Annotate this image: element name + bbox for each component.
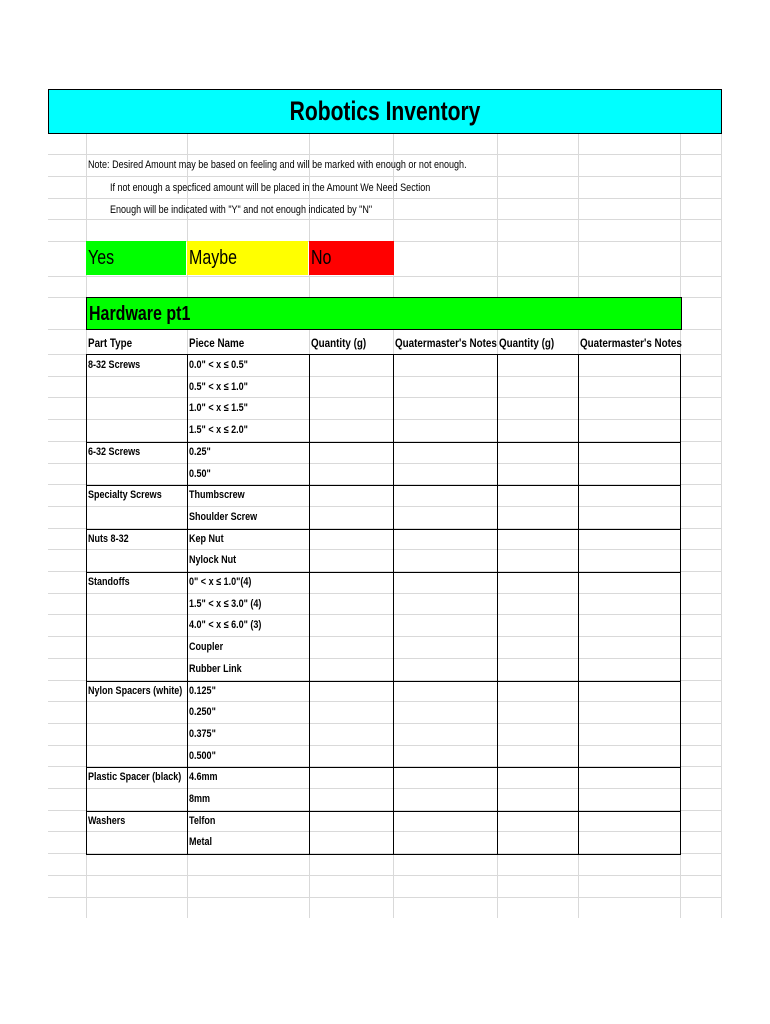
gridline [48, 593, 722, 594]
table-border [497, 354, 498, 854]
col-header-quantity-1: Quantity (g) [311, 336, 367, 350]
piece-name-cell: Kep Nut [189, 532, 224, 545]
piece-name-cell: Nylock Nut [189, 554, 237, 567]
gridline [48, 614, 722, 615]
gridline [48, 549, 722, 550]
piece-name-cell: Metal [189, 836, 213, 849]
gridline [48, 419, 722, 420]
piece-name-cell: 0.0" < x ≤ 0.5" [189, 359, 248, 371]
gridline [48, 198, 722, 199]
table-border [86, 811, 681, 812]
gridline [48, 397, 722, 398]
piece-name-cell: Thumbscrew [189, 489, 245, 502]
piece-name-cell: 0.375" [189, 727, 216, 740]
gridline [48, 154, 722, 155]
gridline [48, 506, 722, 507]
piece-name-cell: 0.125" [189, 684, 216, 697]
col-header-quantity-2: Quantity (g) [499, 336, 555, 350]
table-border [86, 442, 681, 443]
legend-yes [86, 241, 186, 275]
legend-maybe-label: Maybe [189, 247, 238, 269]
gridline [721, 89, 722, 918]
piece-name-cell: Telfon [189, 814, 216, 827]
piece-name-cell: 1.5" < x ≤ 2.0" [189, 424, 248, 437]
piece-name-cell: 0.25" [189, 445, 211, 458]
note-line-1: Note: Desired Amount may be based on feeling and will be marked with enough or not enough. [88, 159, 467, 171]
table-border [86, 529, 681, 530]
part-type-cell: Nylon Spacers (white) [88, 684, 183, 697]
col-header-notes-2: Quatermaster's Notes [580, 336, 682, 350]
legend-yes-label: Yes [88, 247, 115, 269]
table-border [187, 354, 188, 854]
table-border [393, 354, 394, 854]
col-header-notes-1: Quatermaster's Notes [395, 336, 497, 350]
col-header-part-type: Part Type [88, 336, 133, 350]
section-title: Hardware pt1 [89, 303, 191, 325]
gridline [48, 176, 722, 177]
gridline [48, 897, 722, 898]
part-type-cell: Nuts 8-32 [88, 532, 129, 545]
note-line-3: Enough will be indicated with "Y" and not enough indicated by "N" [110, 204, 373, 216]
piece-name-cell: 0.5" < x ≤ 1.0" [189, 380, 248, 393]
piece-name-cell: Rubber Link [189, 662, 242, 675]
col-header-piece-name: Piece Name [189, 336, 245, 350]
table-border [86, 767, 681, 768]
piece-name-cell: 8mm [189, 793, 211, 805]
note-line-2: If not enough a specficed amount will be placed in the Amount We Need Section [110, 182, 431, 194]
table-border [86, 572, 681, 573]
table-border [86, 681, 681, 682]
gridline [48, 276, 722, 277]
piece-name-cell: Shoulder Screw [189, 510, 258, 523]
title-bar [48, 89, 722, 134]
table-border [86, 485, 681, 486]
gridline [48, 831, 722, 832]
part-type-cell: 6-32 Screws [88, 445, 141, 458]
gridline [48, 788, 722, 789]
piece-name-cell: 0.50" [189, 467, 211, 480]
table-border [86, 354, 87, 854]
part-type-cell: 8-32 Screws [88, 359, 141, 371]
piece-name-cell: 0" < x ≤ 1.0"(4) [189, 576, 252, 588]
spreadsheet [48, 89, 722, 918]
sheet-title: Robotics Inventory [289, 96, 481, 126]
section-header [86, 297, 682, 330]
table-border [86, 854, 681, 855]
legend-maybe [187, 241, 308, 275]
gridline [48, 636, 722, 637]
legend-no-label: No [311, 247, 332, 269]
gridline [48, 723, 722, 724]
piece-name-cell: 4.6mm [189, 771, 218, 784]
gridline [48, 219, 722, 220]
gridline [48, 701, 722, 702]
piece-name-cell: 1.0" < x ≤ 1.5" [189, 402, 248, 415]
table-border [680, 354, 681, 854]
part-type-cell: Standoffs [88, 576, 130, 588]
gridline [48, 875, 722, 876]
piece-name-cell: 4.0" < x ≤ 6.0" (3) [189, 619, 262, 632]
part-type-cell: Plastic Spacer (black) [88, 771, 182, 784]
part-type-cell: Specialty Screws [88, 489, 162, 502]
piece-name-cell: 0.500" [189, 749, 216, 762]
piece-name-cell: 1.5" < x ≤ 3.0" (4) [189, 597, 262, 610]
table-border [86, 354, 681, 355]
gridline [48, 658, 722, 659]
gridline [48, 463, 722, 464]
piece-name-cell: 0.250" [189, 706, 216, 719]
legend-no [309, 241, 394, 275]
part-type-cell: Washers [88, 814, 126, 827]
table-border [578, 354, 579, 854]
table-border [309, 354, 310, 854]
piece-name-cell: Coupler [189, 641, 224, 654]
gridline [48, 745, 722, 746]
gridline [48, 376, 722, 377]
